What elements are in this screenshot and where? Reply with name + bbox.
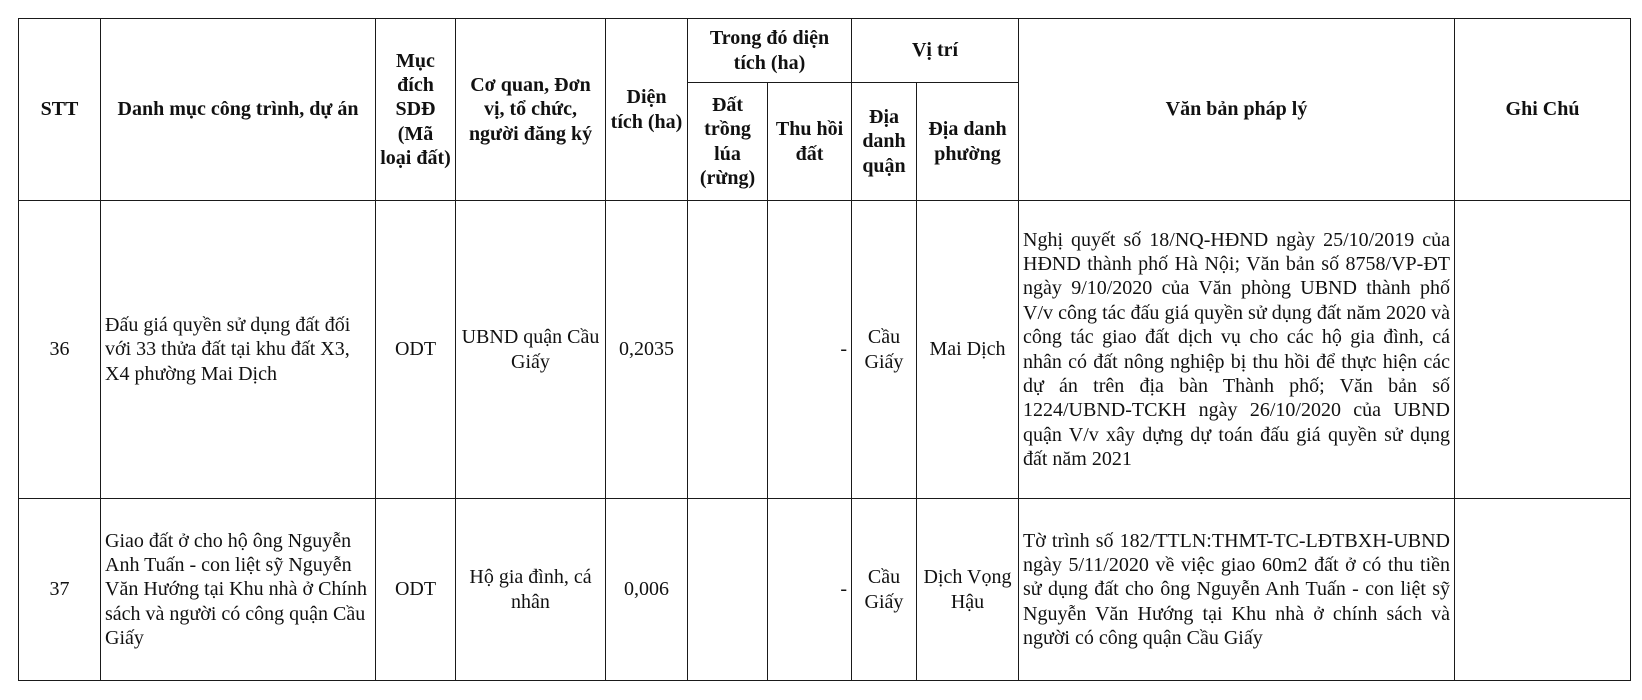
cell-notes [1455, 201, 1631, 499]
cell-ward: Dịch Vọng Hậu [917, 499, 1019, 681]
cell-ward: Mai Dịch [917, 201, 1019, 499]
land-use-table [18, 18, 1631, 681]
cell-rice-land [688, 201, 768, 499]
header-location: Vị trí [852, 19, 1019, 83]
header-area: Diện tích (ha) [606, 19, 688, 201]
cell-legal-documents: Tờ trình số 182/TTLN:THMT-TC-LĐTBXH-UBND ngày 5/11/2020 về việc giao 60m2 đất ở có thu tiền sử dụng đất cho ông Nguyễn Anh Tuấn - con liệt sỹ Nguyễn Văn Hướng tại Khu nhà ở chính sách và người có công quận Cầu Giấy [1019, 499, 1455, 681]
header-row-1 [19, 19, 1631, 83]
cell-notes [1455, 499, 1631, 681]
header-ward: Địa danh phường [917, 83, 1019, 201]
table-body [19, 201, 1631, 681]
cell-legal-documents: Nghị quyết số 18/NQ-HĐND ngày 25/10/2019 của HĐND thành phố Hà Nội; Văn bản số 8758/VP-ĐT ngày 9/10/2020 của Văn phòng UBND thành phố V/v công tác đấu giá quyền sử dụng đất năm 2020 và công tác giao đất dịch vụ cho các hộ gia đình, cá nhân có đất nông nghiệp bị thu hồi để thực hiện các dự án trên địa bàn Thành phố; Văn bản số 1224/UBND-TCKH ngày 26/10/2020 của UBND quận V/v xây dựng dự toán đấu giá quyền sử dụng đất năm 2021 [1019, 201, 1455, 499]
cell-district: Cầu Giấy [852, 499, 917, 681]
header-legal-documents: Văn bản pháp lý [1019, 19, 1455, 201]
table-header [19, 19, 1631, 201]
cell-land-code: ODT [376, 201, 456, 499]
cell-project-name: Giao đất ở cho hộ ông Nguyễn Anh Tuấn - con liệt sỹ Nguyễn Văn Hướng tại Khu nhà ở Chính sách và người có công quận Cầu Giấy [101, 499, 376, 681]
header-of-which-area: Trong đó diện tích (ha) [688, 19, 852, 83]
table-row [19, 201, 1631, 499]
cell-rice-land [688, 499, 768, 681]
cell-district: Cầu Giấy [852, 201, 917, 499]
header-rice-land: Đất trồng lúa (rừng) [688, 83, 768, 201]
header-land-recovery: Thu hồi đất [768, 83, 852, 201]
cell-land-recovery: - [768, 499, 852, 681]
header-district: Địa danh quận [852, 83, 917, 201]
cell-area: 0,2035 [606, 201, 688, 499]
table-row [19, 499, 1631, 681]
cell-area: 0,006 [606, 499, 688, 681]
cell-stt: 37 [19, 499, 101, 681]
header-land-use-purpose: Mục đích SDĐ (Mã loại đất) [376, 19, 456, 201]
cell-land-code: ODT [376, 499, 456, 681]
header-registering-agency: Cơ quan, Đơn vị, tổ chức, người đăng ký [456, 19, 606, 201]
header-stt: STT [19, 19, 101, 201]
header-project-list: Danh mục công trình, dự án [101, 19, 376, 201]
cell-land-recovery: - [768, 201, 852, 499]
cell-agency: UBND quận Cầu Giấy [456, 201, 606, 499]
cell-agency: Hộ gia đình, cá nhân [456, 499, 606, 681]
cell-project-name: Đấu giá quyền sử dụng đất đối với 33 thửa đất tại khu đất X3, X4 phường Mai Dịch [101, 201, 376, 499]
header-notes: Ghi Chú [1455, 19, 1631, 201]
cell-stt: 36 [19, 201, 101, 499]
